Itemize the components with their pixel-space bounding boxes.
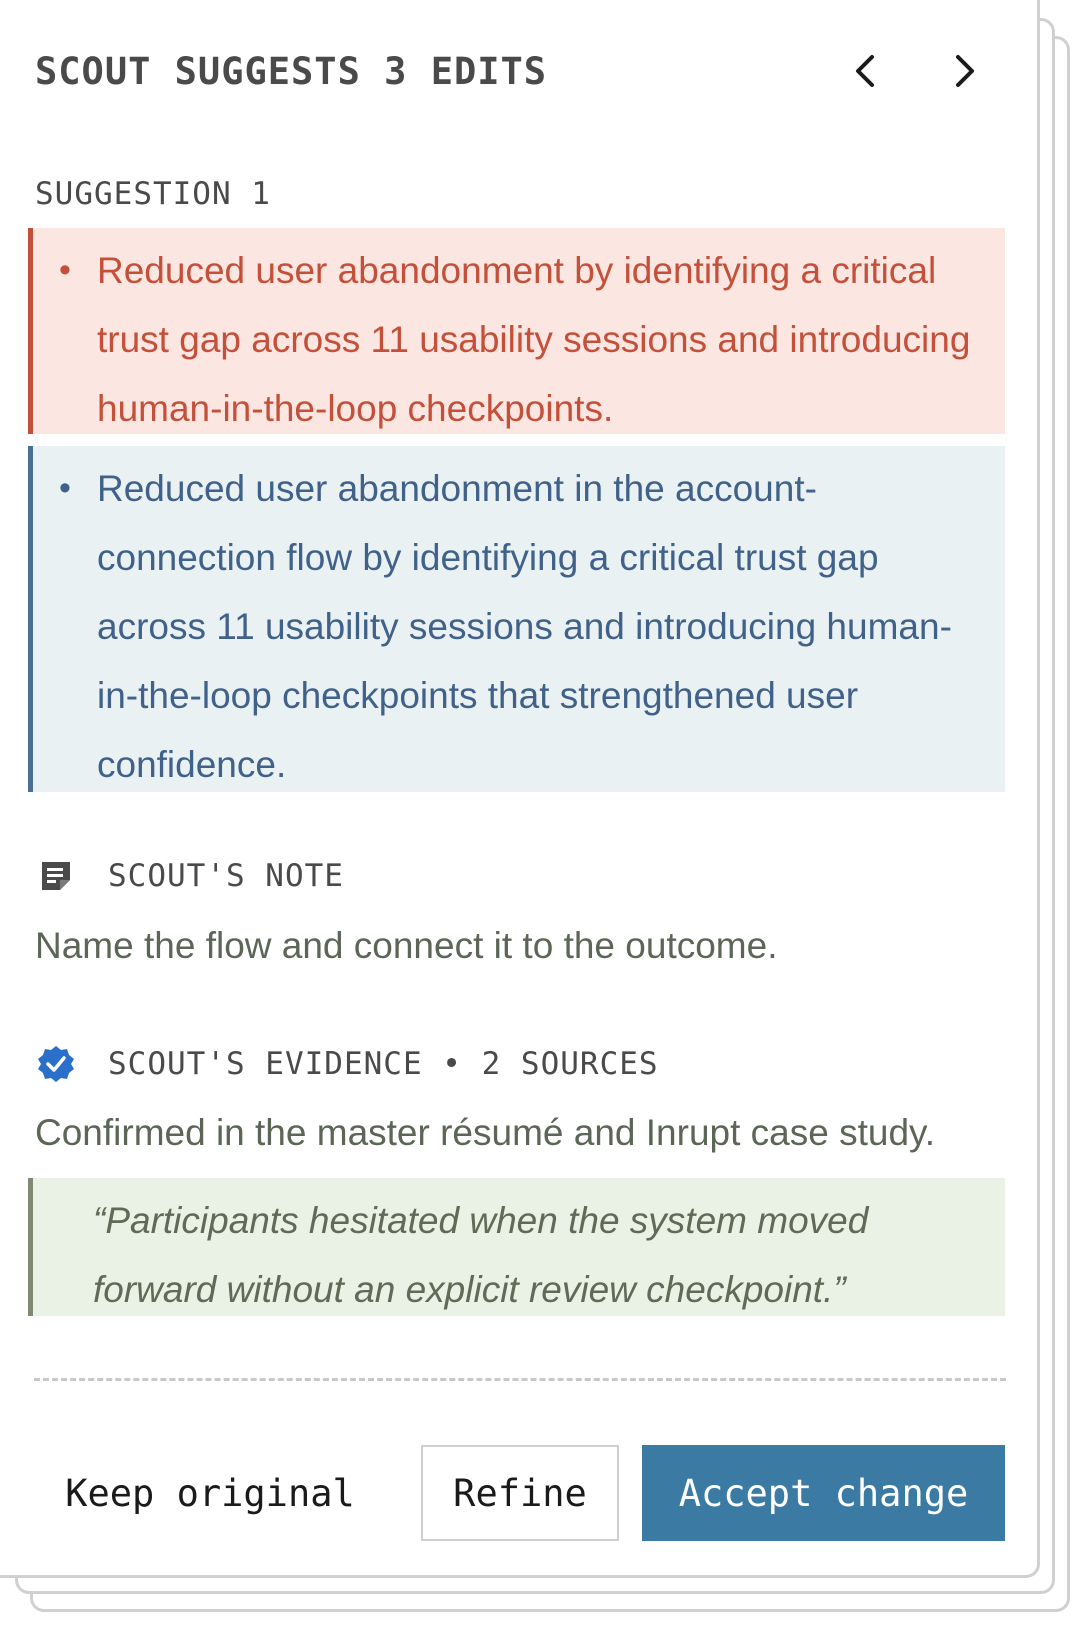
evidence-quote-block — [28, 1178, 1005, 1316]
chevron-left-icon — [850, 51, 880, 91]
proposed-text-block — [28, 446, 1005, 792]
next-suggestion-button[interactable] — [940, 46, 990, 96]
note-header — [36, 856, 344, 896]
accept-change-button[interactable]: Accept change — [642, 1445, 1005, 1541]
evidence-header — [36, 1044, 659, 1084]
note-icon — [36, 856, 76, 896]
bullet: • — [59, 251, 71, 289]
verified-badge-icon — [36, 1044, 76, 1084]
refine-button[interactable]: Refine — [421, 1445, 619, 1541]
evidence-quote: “Participants hesitated when the system moved forward without an explicit review checkpoint.” — [93, 1200, 869, 1310]
bullet: • — [59, 469, 71, 507]
previous-suggestion-button[interactable] — [840, 46, 890, 96]
original-text-block — [28, 228, 1005, 434]
divider — [34, 1378, 1006, 1381]
evidence-label: SCOUT'S EVIDENCE • 2 SOURCES — [108, 1046, 659, 1082]
suggestion-label: SUGGESTION 1 — [35, 176, 271, 212]
note-label: SCOUT'S NOTE — [108, 858, 344, 894]
keep-original-button[interactable]: Keep original — [65, 1471, 355, 1515]
proposed-text: Reduced user abandonment in the account-connection flow by identifying a critical trust gap across 11 usability sessions and introducing human-in-the-loop checkpoints that strengthened user confidence. — [97, 468, 952, 785]
note-text: Name the flow and connect it to the outcome. — [35, 925, 778, 966]
original-text: Reduced user abandonment by identifying a critical trust gap across 11 usability sessions and introducing human-in-the-loop checkpoints. — [97, 250, 971, 429]
chevron-right-icon — [950, 51, 980, 91]
evidence-text: Confirmed in the master résumé and Inrupt case study. — [35, 1112, 936, 1153]
card-title: SCOUT SUGGESTS 3 EDITS — [35, 50, 548, 93]
